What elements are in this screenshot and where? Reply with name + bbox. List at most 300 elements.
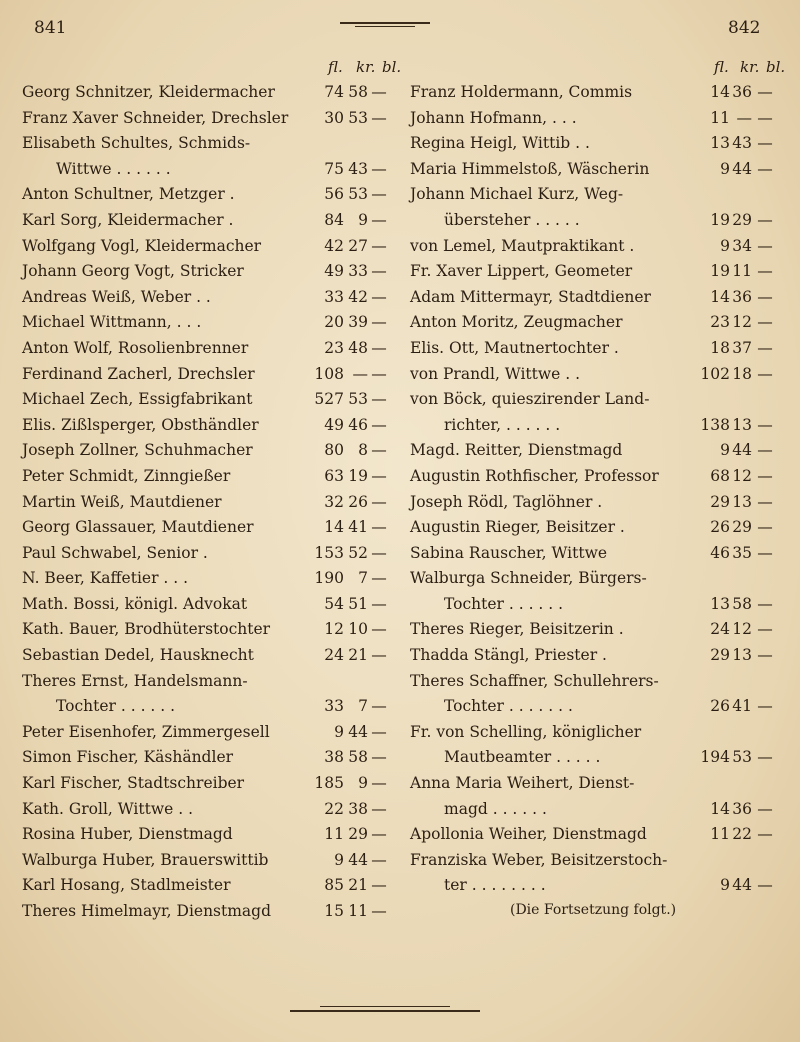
ledger-row (410, 848, 786, 874)
entry-name: Walburga Schneider, Bürgers- (410, 569, 647, 588)
ledger-row (22, 617, 394, 643)
entry-name: Georg Glassauer, Mautdiener (22, 518, 254, 537)
entry-name: Andreas Weiß, Weber . . (22, 287, 211, 306)
entry-name: Rosina Huber, Dienstmagd (22, 825, 233, 844)
right-column (410, 58, 786, 925)
entry-kreuzer: 13 (732, 415, 752, 434)
entry-kreuzer: 18 (732, 364, 752, 383)
entry-name: Johann Michael Kurz, Weg- (410, 185, 624, 204)
entry-florin: 56 (324, 185, 344, 204)
entry-kreuzer: 13 (732, 646, 752, 665)
entry-heller: — (757, 594, 773, 613)
entry-florin: 20 (324, 313, 344, 332)
entry-heller: — (757, 825, 773, 844)
entry-heller: — (371, 543, 387, 562)
entry-florin: 26 (710, 697, 730, 716)
entry-name: Tochter . . . . . . (444, 594, 564, 613)
entry-heller: — (757, 287, 773, 306)
entry-kreuzer: 44 (732, 441, 752, 460)
entry-kreuzer: 44 (732, 159, 752, 178)
entry-heller: — (757, 159, 773, 178)
entry-heller: — (757, 108, 773, 127)
entry-heller: — (371, 466, 387, 485)
entry-kreuzer: 7 (358, 569, 368, 588)
entry-heller: — (371, 83, 387, 101)
entry-heller: — (371, 876, 387, 895)
ledger-row (22, 822, 394, 848)
entry-name: Johann Georg Vogt, Stricker (22, 262, 244, 281)
entry-name: Kath. Bauer, Brodhüterstochter (22, 620, 271, 639)
entry-florin: 13 (710, 594, 730, 613)
entry-florin: 138 (700, 415, 730, 434)
entry-florin: 42 (324, 236, 344, 255)
entry-florin: 23 (324, 338, 344, 357)
entry-heller: — (757, 466, 773, 485)
entry-kreuzer: 48 (348, 338, 368, 357)
entry-florin: 30 (324, 108, 344, 127)
entry-florin: 33 (324, 287, 344, 306)
entry-kreuzer: — (352, 364, 368, 383)
header-fl: fl. (714, 58, 729, 76)
entry-kreuzer: 22 (732, 825, 752, 844)
ledger-row (410, 771, 786, 797)
ledger-row (22, 234, 394, 260)
entry-heller: — (371, 569, 387, 588)
top-ornament-rule (340, 22, 430, 24)
ledger-row (410, 336, 786, 362)
entry-name: Joseph Rödl, Taglöhner . (410, 492, 603, 511)
entry-name: Anton Wolf, Rosolienbrenner (22, 338, 249, 357)
entry-florin: 12 (324, 620, 344, 639)
entry-florin: 54 (324, 594, 344, 613)
entry-name: Maria Himmelstoß, Wäscherin (410, 159, 650, 178)
ledger-row (22, 259, 394, 285)
entry-name: Augustin Rothfischer, Professor (410, 466, 659, 485)
entry-name: Fr. von Schelling, königlicher (410, 722, 642, 741)
entry-name: Sebastian Dedel, Hausknecht (22, 646, 254, 665)
entry-florin: 33 (324, 697, 344, 716)
entry-name: Martin Weiß, Mautdiener (22, 492, 222, 511)
entry-kreuzer: 21 (348, 646, 368, 665)
entry-heller: — (371, 159, 387, 178)
entry-florin: 9 (334, 850, 344, 869)
entry-heller: — (757, 236, 773, 255)
entry-name: Math. Bossi, königl. Advokat (22, 594, 248, 613)
entry-florin: 108 (314, 364, 344, 383)
entry-florin: 38 (324, 748, 344, 767)
entry-florin: 102 (700, 364, 730, 383)
ledger-row (410, 182, 786, 208)
entry-name: Apollonia Weiher, Dienstmagd (410, 825, 647, 844)
entry-kreuzer: 41 (732, 697, 752, 716)
entry-heller: — (757, 134, 773, 153)
entry-florin: 9 (334, 722, 344, 741)
entry-florin: 19 (710, 262, 730, 281)
ledger-row (410, 490, 786, 516)
ledger-row (410, 362, 786, 388)
ledger-row (22, 541, 394, 567)
entry-name: Walburga Huber, Brauerswittib (22, 850, 269, 869)
entry-heller: — (371, 492, 387, 511)
ledger-row (22, 336, 394, 362)
entry-kreuzer: 35 (732, 543, 752, 562)
entry-kreuzer: 37 (732, 338, 752, 357)
ledger-row (22, 413, 394, 439)
entry-name: Theres Himelmayr, Dienstmagd (22, 902, 272, 920)
entry-florin: 26 (710, 518, 730, 537)
entry-florin: 14 (324, 518, 344, 537)
entry-kreuzer: 12 (732, 620, 752, 639)
entry-kreuzer: 29 (348, 825, 368, 844)
entry-name: N. Beer, Kaffetier . . . (22, 569, 189, 588)
entry-florin: 527 (314, 390, 344, 409)
ledger-row (22, 694, 394, 720)
entry-name: Peter Eisenhofer, Zimmergesell (22, 722, 270, 741)
entry-name: richter, . . . . . . (444, 415, 561, 434)
entry-kreuzer: 29 (732, 518, 752, 537)
entry-name: Theres Rieger, Beisitzerin . (410, 620, 624, 639)
entry-heller: — (757, 210, 773, 229)
ledger-row (410, 80, 786, 106)
entry-name: Ferdinand Zacherl, Drechsler (22, 364, 255, 383)
entry-heller: — (371, 338, 387, 357)
header-kr: kr. (740, 58, 760, 76)
entry-name: Regina Heigl, Wittib . . (410, 134, 590, 153)
ledger-row (22, 720, 394, 746)
entry-name: Wolfgang Vogl, Kleidermacher (22, 236, 262, 255)
ledger-row (22, 362, 394, 388)
entry-kreuzer: 42 (348, 287, 368, 306)
entry-florin: 24 (324, 646, 344, 665)
ledger-row (410, 541, 786, 567)
entry-heller: — (371, 850, 387, 869)
entry-florin: 24 (710, 620, 730, 639)
entry-kreuzer: 29 (732, 210, 752, 229)
entry-heller: — (757, 697, 773, 716)
entry-kreuzer: 8 (358, 441, 368, 460)
entry-florin: 185 (314, 774, 344, 793)
entry-florin: 9 (720, 236, 730, 255)
header-fl: fl. (328, 58, 343, 76)
entry-name: Tochter . . . . . . . (444, 697, 573, 716)
entry-kreuzer: 53 (348, 390, 368, 409)
entry-florin: 29 (710, 492, 730, 511)
entry-heller: — (371, 799, 387, 818)
entry-heller: — (371, 441, 387, 460)
ledger-row (410, 797, 786, 823)
ledger-row (22, 157, 394, 183)
ledger-row (410, 745, 786, 771)
ledger-row (22, 515, 394, 541)
entry-kreuzer: 43 (348, 159, 368, 178)
entry-name: Franziska Weber, Beisitzerstoch- (410, 850, 668, 869)
entry-kreuzer: 36 (732, 83, 752, 101)
ledger-row (22, 899, 394, 925)
entry-kreuzer: 27 (348, 236, 368, 255)
entry-name: von Lemel, Mautpraktikant . (410, 236, 635, 255)
entry-heller: — (757, 83, 773, 101)
entry-heller: — (371, 364, 387, 383)
entry-name: Magd. Reitter, Dienstmagd (410, 441, 623, 460)
entry-name: Augustin Rieger, Beisitzer . (410, 518, 625, 537)
entry-florin: 80 (324, 441, 344, 460)
entry-name: Tochter . . . . . . (56, 697, 176, 716)
entry-florin: 11 (710, 108, 730, 127)
ledger-row (22, 182, 394, 208)
ledger-row (22, 873, 394, 899)
ledger-row (22, 80, 394, 106)
entry-name: Karl Sorg, Kleidermacher . (22, 210, 234, 229)
ledger-row (410, 413, 786, 439)
entry-florin: 19 (710, 210, 730, 229)
entry-name: Joseph Zollner, Schuhmacher (22, 441, 253, 460)
entry-heller: — (757, 262, 773, 281)
column-header (410, 58, 786, 80)
entry-name: Anton Moritz, Zeugmacher (410, 313, 623, 332)
entry-heller: — (371, 594, 387, 613)
ledger-row (410, 387, 786, 413)
entry-name: Paul Schwabel, Senior . (22, 543, 208, 562)
entry-florin: 32 (324, 492, 344, 511)
entry-name: Georg Schnitzer, Kleidermacher (22, 83, 275, 101)
ledger-row (410, 131, 786, 157)
ledger-row (22, 208, 394, 234)
ledger-row (410, 617, 786, 643)
entry-kreuzer: 53 (732, 748, 752, 767)
entry-kreuzer: 33 (348, 262, 368, 281)
right-entry-list (410, 80, 786, 899)
entry-heller: — (371, 262, 387, 281)
ledger-row (22, 285, 394, 311)
entry-kreuzer: 9 (358, 774, 368, 793)
entry-heller: — (371, 646, 387, 665)
entry-name: Simon Fischer, Käshändler (22, 748, 234, 767)
entry-heller: — (371, 774, 387, 793)
entry-name: Sabina Rauscher, Wittwe (410, 543, 608, 562)
ledger-row (410, 310, 786, 336)
entry-kreuzer: 19 (348, 466, 368, 485)
ledger-row (22, 464, 394, 490)
entry-florin: 68 (710, 466, 730, 485)
entry-kreuzer: 44 (348, 722, 368, 741)
bottom-ornament-rule (290, 1010, 480, 1012)
ledger-row (22, 797, 394, 823)
ledger-row (410, 669, 786, 695)
ledger-row (410, 464, 786, 490)
entry-name: von Prandl, Wittwe . . (410, 364, 581, 383)
entry-florin: 11 (710, 825, 730, 844)
entry-florin: 153 (314, 543, 344, 562)
entry-name: Theres Schaffner, Schullehrers- (410, 671, 659, 690)
left-entry-list (22, 80, 394, 925)
entry-kreuzer: 53 (348, 185, 368, 204)
entry-heller: — (757, 338, 773, 357)
ledger-row (22, 848, 394, 874)
entry-heller: — (371, 236, 387, 255)
entry-heller: — (371, 902, 387, 920)
ledger-row (22, 643, 394, 669)
entry-florin: 190 (314, 569, 344, 588)
entry-kreuzer: 21 (348, 876, 368, 895)
entry-kreuzer: 7 (358, 697, 368, 716)
entry-kreuzer: 58 (732, 594, 752, 613)
entry-name: Franz Xaver Schneider, Drechsler (22, 108, 289, 127)
ledger-row (410, 643, 786, 669)
ledger-row (22, 438, 394, 464)
entry-name: Franz Holdermann, Commis (410, 83, 633, 101)
entry-heller: — (757, 492, 773, 511)
entry-florin: 15 (324, 902, 344, 920)
entry-heller: — (757, 364, 773, 383)
ledger-row (410, 592, 786, 618)
ledger-row (410, 106, 786, 132)
entry-name: Fr. Xaver Lippert, Geometer (410, 262, 633, 281)
entry-name: ter . . . . . . . . (444, 876, 546, 895)
entry-name: Karl Hosang, Stadlmeister (22, 876, 231, 895)
ledger-row (22, 131, 394, 157)
ledger-row (410, 822, 786, 848)
entry-heller: — (371, 697, 387, 716)
entry-florin: 49 (324, 415, 344, 434)
entry-name: magd . . . . . . (444, 799, 547, 818)
entry-florin: 9 (720, 159, 730, 178)
ledger-row (22, 106, 394, 132)
entry-heller: — (371, 185, 387, 204)
header-bl: bl. (766, 58, 786, 76)
entry-kreuzer: 10 (348, 620, 368, 639)
entry-florin: 14 (710, 83, 730, 101)
ledger-row (410, 720, 786, 746)
entry-heller: — (757, 799, 773, 818)
entry-kreuzer: 39 (348, 313, 368, 332)
entry-name: Wittwe . . . . . . (56, 159, 171, 178)
entry-name: Anna Maria Weihert, Dienst- (410, 774, 635, 793)
entry-kreuzer: 44 (732, 876, 752, 895)
ledger-row (22, 310, 394, 336)
ledger-row (410, 438, 786, 464)
ledger-row (410, 566, 786, 592)
ledger-row (410, 208, 786, 234)
entry-kreuzer: 34 (732, 236, 752, 255)
entry-florin: 22 (324, 799, 344, 818)
entry-kreuzer: 44 (348, 850, 368, 869)
entry-florin: 75 (324, 159, 344, 178)
header-bl: bl. (382, 58, 402, 76)
entry-heller: — (757, 518, 773, 537)
entry-florin: 49 (324, 262, 344, 281)
entry-kreuzer: 58 (348, 83, 368, 101)
entry-heller: — (757, 748, 773, 767)
entry-heller: — (757, 441, 773, 460)
ledger-row (22, 771, 394, 797)
continuation-row (410, 899, 786, 925)
ledger-row (410, 694, 786, 720)
entry-name: Anton Schultner, Metzger . (22, 185, 235, 204)
entry-kreuzer: 41 (348, 518, 368, 537)
entry-florin: 74 (324, 83, 344, 101)
entry-kreuzer: 51 (348, 594, 368, 613)
entry-kreuzer: 36 (732, 287, 752, 306)
entry-kreuzer: 11 (732, 262, 752, 281)
entry-heller: — (757, 313, 773, 332)
entry-name: Elis. Zißlsperger, Obsthändler (22, 415, 259, 434)
entry-florin: 63 (324, 466, 344, 485)
entry-florin: 9 (720, 441, 730, 460)
entry-kreuzer: 12 (732, 313, 752, 332)
left-column (22, 58, 402, 925)
entry-kreuzer: 9 (358, 210, 368, 229)
entry-kreuzer: 12 (732, 466, 752, 485)
entry-name: Adam Mittermayr, Stadtdiener (410, 287, 651, 306)
entry-name: Johann Hofmann, . . . (410, 108, 577, 127)
entry-kreuzer: 58 (348, 748, 368, 767)
entry-heller: — (371, 313, 387, 332)
entry-kreuzer: 13 (732, 492, 752, 511)
page-number-left: 841 (34, 18, 67, 38)
entry-name: Michael Zech, Essigfabrikant (22, 390, 253, 409)
ledger-row (22, 592, 394, 618)
entry-name: Elisabeth Schultes, Schmids- (22, 134, 251, 153)
entry-heller: — (371, 287, 387, 306)
entry-heller: — (371, 108, 387, 127)
entry-florin: 194 (700, 748, 730, 767)
entry-kreuzer: 43 (732, 134, 752, 153)
entry-kreuzer: 53 (348, 108, 368, 127)
entry-florin: 23 (710, 313, 730, 332)
entry-heller: — (371, 620, 387, 639)
entry-kreuzer: — (736, 108, 752, 127)
entry-kreuzer: 52 (348, 543, 368, 562)
entry-name: Theres Ernst, Handelsmann- (22, 671, 248, 690)
entry-heller: — (371, 415, 387, 434)
entry-florin: 29 (710, 646, 730, 665)
entry-florin: 85 (324, 876, 344, 895)
entry-heller: — (371, 518, 387, 537)
entry-heller: — (371, 722, 387, 741)
entry-name: übersteher . . . . . (444, 210, 580, 229)
entry-kreuzer: 11 (348, 902, 368, 920)
entry-kreuzer: 36 (732, 799, 752, 818)
entry-name: Mautbeamter . . . . . (444, 748, 601, 767)
ledger-row (410, 157, 786, 183)
column-header (22, 58, 402, 80)
entry-heller: — (757, 876, 773, 895)
entry-kreuzer: 26 (348, 492, 368, 511)
entry-heller: — (371, 210, 387, 229)
page-number-right: 842 (728, 18, 761, 38)
entry-florin: 9 (720, 876, 730, 895)
entry-heller: — (371, 825, 387, 844)
continuation-note: (Die Fortsetzung folgt.) (510, 902, 677, 918)
entry-name: Michael Wittmann, . . . (22, 313, 202, 332)
ledger-row (22, 490, 394, 516)
entry-name: Peter Schmidt, Zinngießer (22, 466, 231, 485)
entry-florin: 84 (324, 210, 344, 229)
ledger-row (410, 873, 786, 899)
ledger-row (410, 234, 786, 260)
entry-heller: — (757, 646, 773, 665)
entry-heller: — (757, 620, 773, 639)
entry-kreuzer: 46 (348, 415, 368, 434)
entry-florin: 46 (710, 543, 730, 562)
ledger-row (410, 259, 786, 285)
ledger-row (22, 745, 394, 771)
entry-heller: — (757, 415, 773, 434)
entry-name: Thadda Stängl, Priester . (410, 646, 607, 665)
entry-heller: — (757, 543, 773, 562)
ledger-row (22, 566, 394, 592)
entry-florin: 11 (324, 825, 344, 844)
